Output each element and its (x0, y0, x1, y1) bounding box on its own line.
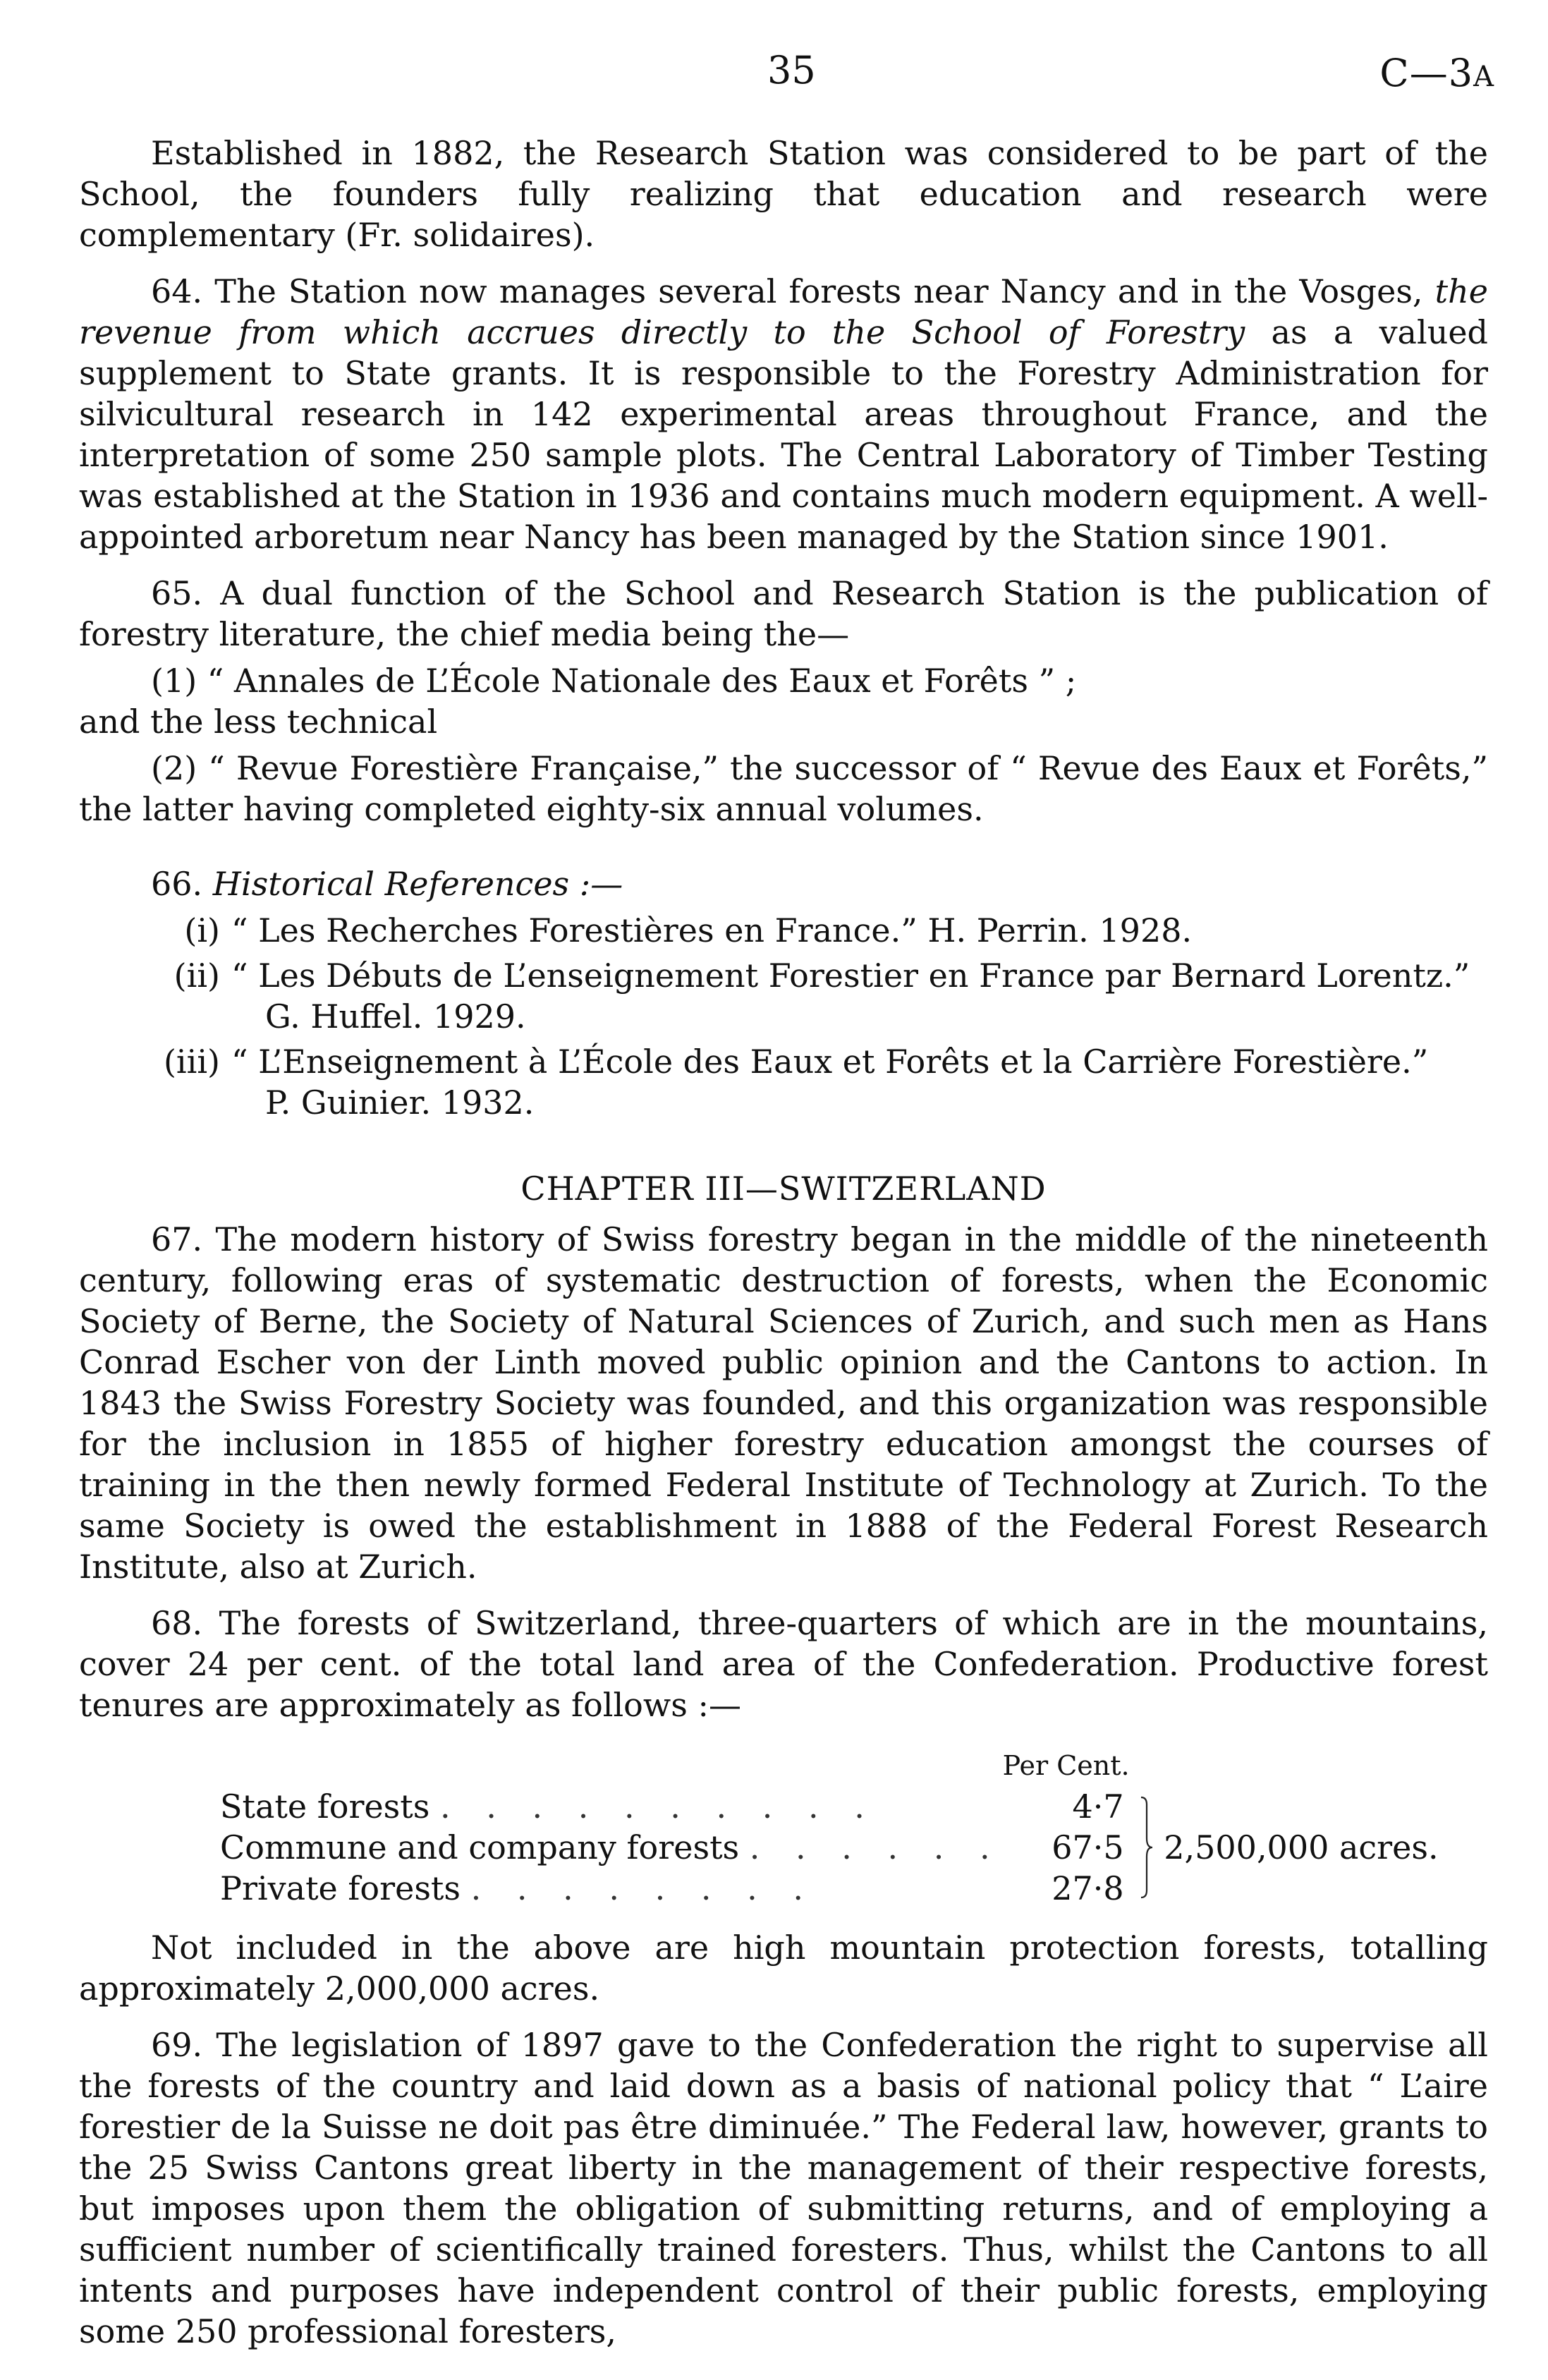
page-body (79, 133, 1488, 2352)
reference-item (79, 1041, 1488, 1123)
reference-number: (i) (184, 911, 220, 949)
brace-icon (1140, 1795, 1154, 1900)
reference-number: (iii) (163, 1043, 220, 1081)
paragraph-66-title: Historical References :— (212, 865, 623, 903)
per-cent-header: Per Cent. (1002, 1750, 1130, 1781)
paragraph-64-start: 64. The Station now manages several forests near Nancy and in the Vosges, (151, 272, 1435, 310)
historical-references-list (79, 910, 1488, 1123)
paragraph-intro: Established in 1882, the Research Station was considered to be part of the School, the founders fully realizing that education and research were complementary (Fr. solidaires). (79, 134, 1488, 254)
reference-item (79, 955, 1488, 1037)
reference-main: C—3 (1379, 51, 1474, 95)
tenure-value: 67·5 (1052, 1828, 1124, 1866)
paragraph-67: 67. The modern history of Swiss forestry began in the middle of the nineteenth century, following eras of systematic destruction of forests, when the Economic Society of Berne, the Society of Natural Sciences of Zurich, and such men as Hans Conrad Escher von der Linth moved public opinion and the Cantons to action. In 1843 the Swiss Forestry Society was founded, and this organization was responsible for the inclusion in 1855 of higher forestry education amongst the courses of training in the then newly formed Federal Institute of Technology at Zurich. To the same Society is owed the establishment in 1888 of the Federal Forest Research Institute, also at Zurich. (79, 1220, 1488, 1586)
paragraph-68: 68. The forests of Switzerland, three-quarters of which are in the mountains, cover 24 per cent. of the total land area of the Confederation. Productive forest tenures are approximately as follows :— (79, 1604, 1488, 1724)
reference-author: G. Huffel. 1929. (265, 997, 526, 1036)
dot-leader: . . . . . . (749, 1828, 1003, 1866)
chapter-heading: CHAPTER III—SWITZERLAND (520, 1170, 1047, 1208)
table-row (220, 1786, 1439, 1827)
dot-leader: . . . . . . . . . . (440, 1787, 877, 1826)
reference-number: (ii) (173, 957, 220, 995)
paragraph-66 (79, 863, 1488, 904)
page-number: 35 (767, 48, 816, 92)
paragraph-64-italic: the revenue from which accrues directly to the School of Forestry (79, 272, 1488, 351)
document-reference (1379, 51, 1494, 95)
tenure-label: State forests (220, 1787, 430, 1826)
paragraph-65-middle: and the less technical (79, 703, 438, 741)
reference-sub: A (1473, 61, 1494, 93)
paragraph-64 (79, 271, 1488, 557)
tenure-label: Commune and company forests (220, 1828, 740, 1866)
paragraph-65: 65. A dual function of the School and Research Station is the publication of forestry literature, the chief media being the— (79, 574, 1488, 653)
tenure-value: 27·8 (1052, 1869, 1124, 1907)
dot-leader: . . . . . . . . (470, 1869, 816, 1907)
reference-text: “ L’Enseignement à L’École des Eaux et Forêts et la Carrière Forestière.” (231, 1043, 1429, 1081)
reference-item (79, 910, 1488, 951)
publication-item-2: (2) “ Revue Forestière Française,” the successor of “ Revue des Eaux et Forêts,” the latter having completed eighty-six annual volumes. (79, 749, 1488, 828)
paragraph-69: 69. The legislation of 1897 gave to the Confederation the right to supervise all the forests of the country and laid down as a basis of national policy that “ L’aire forestier de la Suisse ne doit pas être diminuée.” The Federal law, however, grants to the 25 Swiss Cantons great liberty in the management of their respective forests, but imposes upon them the obligation of submitting returns, and of employing a sufficient number of scientifically trained foresters. Thus, whilst the Cantons to all intents and purposes have independent control of their public forests, employing some 250 professional foresters, (79, 2026, 1488, 2350)
reference-text: “ Les Recherches Forestières en France.” H. Perrin. 1928. (231, 911, 1193, 949)
tenure-value: 4·7 (1072, 1787, 1124, 1826)
tenure-label: Private forests (220, 1869, 461, 1907)
paragraph-64-end: as a valued supplement to State grants. It is responsible to the Forestry Administration for silvicultural research in 142 experimental areas throughout France, and the interpretation of some 250 sample plots. The Central Laboratory of Timber Testing was established at the Station in 1936 and contains much modern equipment. A well-appointed arboretum near Nancy has been managed by the Station since 1901. (79, 313, 1488, 556)
brace-total: 2,500,000 acres. (1164, 1828, 1439, 1866)
paragraph-66-number: 66. (151, 865, 213, 903)
reference-author: P. Guinier. 1932. (265, 1083, 535, 1122)
paragraph-68-note: Not included in the above are high mountain protection forests, totalling approximately 2,000,000 acres. (79, 1929, 1488, 2008)
publication-item-1: (1) “ Annales de L’École Nationale des Eaux et Forêts ” ; (151, 662, 1077, 700)
reference-text: “ Les Débuts de L’enseignement Forestier en France par Bernard Lorentz.” (231, 957, 1470, 995)
forest-tenure-table (220, 1745, 1439, 1909)
